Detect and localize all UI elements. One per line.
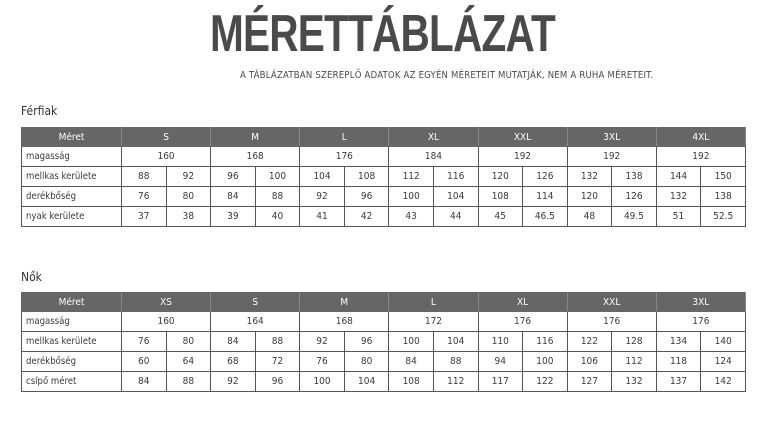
value-cell: 39: [211, 207, 256, 227]
row-label: mellkas kerülete: [22, 167, 122, 187]
value-cell: 96: [344, 187, 389, 207]
value-cell: 116: [433, 167, 478, 187]
value-cell: 41: [300, 207, 345, 227]
value-cell: 84: [211, 332, 256, 352]
value-cell: 118: [656, 352, 701, 372]
height-cell: 192: [478, 147, 567, 167]
value-cell: 132: [567, 167, 612, 187]
measurement-row: [22, 207, 746, 227]
value-cell: 43: [389, 207, 434, 227]
height-cell: 192: [656, 147, 745, 167]
size-header-4xl: 4XL: [656, 128, 745, 147]
value-cell: 104: [300, 167, 345, 187]
value-cell: 72: [255, 352, 300, 372]
value-cell: 94: [478, 352, 523, 372]
measurement-row: [22, 352, 746, 372]
row-label: magasság: [22, 312, 122, 332]
value-cell: 100: [389, 187, 434, 207]
value-cell: 44: [433, 207, 478, 227]
value-cell: 112: [612, 352, 657, 372]
size-header-s: S: [122, 128, 211, 147]
value-cell: 76: [122, 187, 167, 207]
value-cell: 84: [211, 187, 256, 207]
value-cell: 104: [433, 187, 478, 207]
measurement-row: [22, 372, 746, 392]
row-label: derékbőség: [22, 352, 122, 372]
value-cell: 37: [122, 207, 167, 227]
size-header-3xl: 3XL: [656, 293, 745, 312]
size-header-m: M: [300, 293, 389, 312]
value-cell: 104: [344, 372, 389, 392]
size-header-xl: XL: [389, 128, 478, 147]
value-cell: 132: [612, 372, 657, 392]
height-cell: 160: [122, 147, 211, 167]
row-label: mellkas kerülete: [22, 332, 122, 352]
value-cell: 127: [567, 372, 612, 392]
height-cell: 176: [567, 312, 656, 332]
value-cell: 126: [612, 187, 657, 207]
value-cell: 100: [389, 332, 434, 352]
row-label: magasság: [22, 147, 122, 167]
measurement-row: [22, 167, 746, 187]
value-cell: 88: [255, 332, 300, 352]
value-cell: 51: [656, 207, 701, 227]
value-cell: 48: [567, 207, 612, 227]
value-cell: 112: [389, 167, 434, 187]
size-header-xxl: XXL: [567, 293, 656, 312]
value-cell: 132: [656, 187, 701, 207]
value-cell: 76: [122, 332, 167, 352]
women-section-title: Nők: [21, 270, 42, 284]
value-cell: 138: [701, 187, 746, 207]
header-row: [22, 128, 746, 147]
height-cell: 168: [211, 147, 300, 167]
value-cell: 52.5: [701, 207, 746, 227]
value-cell: 137: [656, 372, 701, 392]
height-cell: 192: [567, 147, 656, 167]
value-cell: 124: [701, 352, 746, 372]
value-cell: 108: [389, 372, 434, 392]
value-cell: 108: [344, 167, 389, 187]
measurement-row: [22, 332, 746, 352]
size-header-s: S: [211, 293, 300, 312]
value-cell: 64: [166, 352, 211, 372]
value-cell: 92: [300, 187, 345, 207]
value-cell: 138: [612, 167, 657, 187]
height-cell: 160: [122, 312, 211, 332]
header-row: [22, 293, 746, 312]
size-header-label: Méret: [22, 293, 122, 312]
value-cell: 126: [523, 167, 568, 187]
value-cell: 112: [433, 372, 478, 392]
value-cell: 114: [523, 187, 568, 207]
row-label: nyak kerülete: [22, 207, 122, 227]
size-header-xxl: XXL: [478, 128, 567, 147]
value-cell: 117: [478, 372, 523, 392]
value-cell: 76: [300, 352, 345, 372]
value-cell: 96: [255, 372, 300, 392]
value-cell: 92: [300, 332, 345, 352]
height-cell: 168: [300, 312, 389, 332]
row-label: csípő méret: [22, 372, 122, 392]
value-cell: 60: [122, 352, 167, 372]
page-subtitle: A TÁBLÁZATBAN SZEREPLŐ ADATOK AZ EGYÉN MÉRETEIT MUTATJÁK, NEM A RUHA MÉRETEIT.: [240, 70, 654, 81]
value-cell: 88: [122, 167, 167, 187]
height-row: [22, 312, 746, 332]
height-cell: 176: [300, 147, 389, 167]
value-cell: 100: [523, 352, 568, 372]
height-cell: 184: [389, 147, 478, 167]
value-cell: 68: [211, 352, 256, 372]
value-cell: 96: [344, 332, 389, 352]
value-cell: 80: [344, 352, 389, 372]
men-section-title: Férfiak: [21, 104, 58, 118]
value-cell: 122: [567, 332, 612, 352]
size-header-m: M: [211, 128, 300, 147]
value-cell: 104: [433, 332, 478, 352]
value-cell: 80: [166, 332, 211, 352]
value-cell: 88: [255, 187, 300, 207]
value-cell: 140: [701, 332, 746, 352]
value-cell: 142: [701, 372, 746, 392]
size-header-3xl: 3XL: [567, 128, 656, 147]
value-cell: 150: [701, 167, 746, 187]
row-label: derékbőség: [22, 187, 122, 207]
value-cell: 40: [255, 207, 300, 227]
value-cell: 96: [211, 167, 256, 187]
value-cell: 38: [166, 207, 211, 227]
value-cell: 116: [523, 332, 568, 352]
value-cell: 84: [122, 372, 167, 392]
value-cell: 120: [478, 167, 523, 187]
men-size-table: [21, 127, 746, 227]
women-size-table: [21, 292, 746, 392]
value-cell: 88: [433, 352, 478, 372]
size-header-l: L: [300, 128, 389, 147]
page-title: MÉRETTÁBLÁZAT: [209, 5, 556, 63]
size-header-xs: XS: [122, 293, 211, 312]
value-cell: 45: [478, 207, 523, 227]
value-cell: 134: [656, 332, 701, 352]
value-cell: 128: [612, 332, 657, 352]
value-cell: 120: [567, 187, 612, 207]
value-cell: 144: [656, 167, 701, 187]
value-cell: 92: [166, 167, 211, 187]
measurement-row: [22, 187, 746, 207]
value-cell: 106: [567, 352, 612, 372]
size-header-xl: XL: [478, 293, 567, 312]
value-cell: 88: [166, 372, 211, 392]
value-cell: 100: [300, 372, 345, 392]
value-cell: 49.5: [612, 207, 657, 227]
value-cell: 110: [478, 332, 523, 352]
height-row: [22, 147, 746, 167]
height-cell: 172: [389, 312, 478, 332]
value-cell: 84: [389, 352, 434, 372]
value-cell: 122: [523, 372, 568, 392]
height-cell: 164: [211, 312, 300, 332]
size-header-label: Méret: [22, 128, 122, 147]
value-cell: 46.5: [523, 207, 568, 227]
height-cell: 176: [656, 312, 745, 332]
value-cell: 100: [255, 167, 300, 187]
value-cell: 92: [211, 372, 256, 392]
size-header-l: L: [389, 293, 478, 312]
value-cell: 80: [166, 187, 211, 207]
value-cell: 42: [344, 207, 389, 227]
value-cell: 108: [478, 187, 523, 207]
height-cell: 176: [478, 312, 567, 332]
